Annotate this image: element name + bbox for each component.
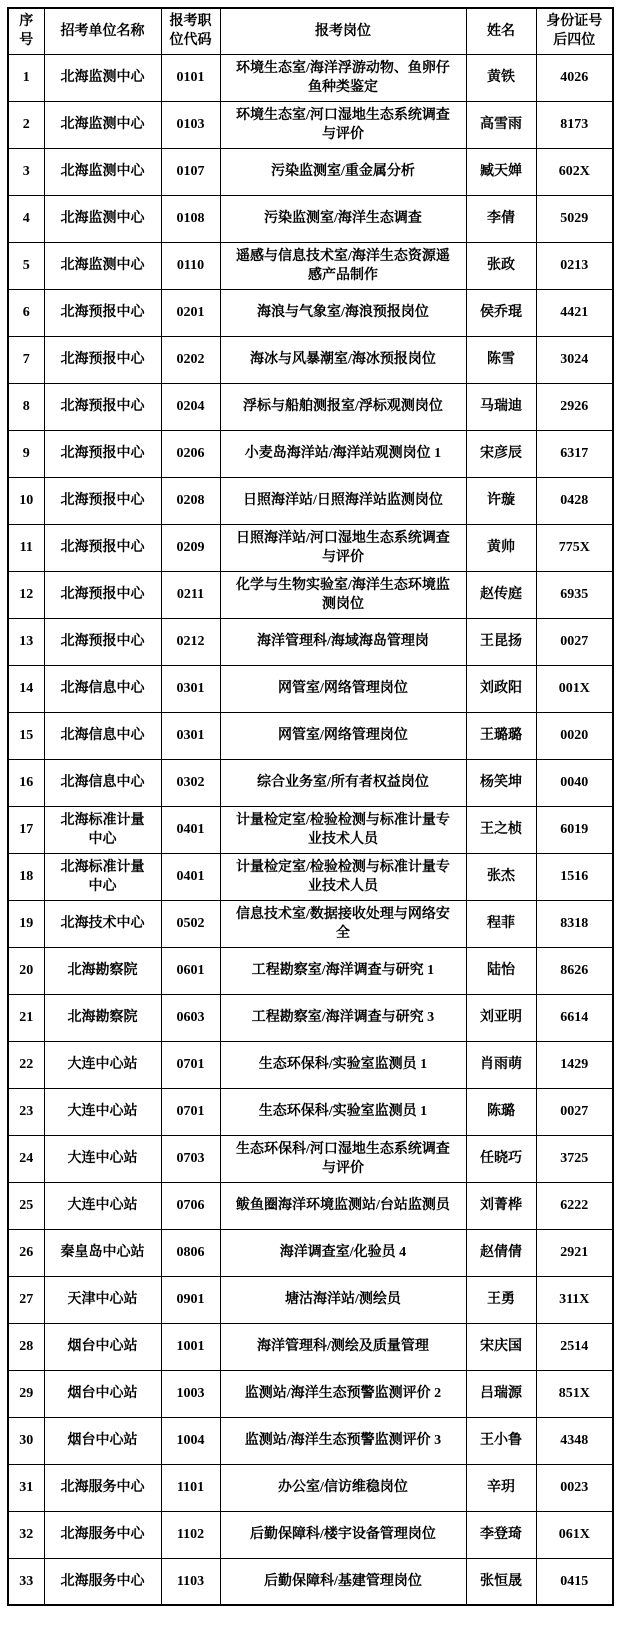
- cell-id_last4: 0027: [536, 618, 613, 665]
- table-row: [8, 1229, 613, 1276]
- table-row: [8, 1182, 613, 1229]
- cell-unit: 北海监测中心: [44, 148, 161, 195]
- cell-unit: 北海监测中心: [44, 195, 161, 242]
- cell-code: 0108: [161, 195, 220, 242]
- table-row: [8, 571, 613, 618]
- cell-index: 16: [8, 759, 44, 806]
- cell-id_last4: 0415: [536, 1558, 613, 1605]
- cell-position: 生态环保科/实验室监测员 1: [220, 1088, 466, 1135]
- cell-id_last4: 0428: [536, 477, 613, 524]
- cell-unit: 北海标准计量中心: [44, 853, 161, 900]
- table-row: [8, 101, 613, 148]
- cell-id_last4: 0020: [536, 712, 613, 759]
- cell-unit: 北海服务中心: [44, 1511, 161, 1558]
- cell-name: 赵倩倩: [466, 1229, 536, 1276]
- cell-id_last4: 3024: [536, 336, 613, 383]
- cell-name: 王小鲁: [466, 1417, 536, 1464]
- cell-unit: 北海服务中心: [44, 1558, 161, 1605]
- cell-name: 许璇: [466, 477, 536, 524]
- table-row: [8, 148, 613, 195]
- cell-unit: 北海标准计量中心: [44, 806, 161, 853]
- table-row: [8, 1464, 613, 1511]
- cell-index: 31: [8, 1464, 44, 1511]
- cell-id_last4: 0027: [536, 1088, 613, 1135]
- cell-index: 26: [8, 1229, 44, 1276]
- cell-name: 辛玥: [466, 1464, 536, 1511]
- cell-code: 0901: [161, 1276, 220, 1323]
- table-row: [8, 806, 613, 853]
- cell-position: 办公室/信访维稳岗位: [220, 1464, 466, 1511]
- cell-position: 污染监测室/重金属分析: [220, 148, 466, 195]
- table-row: [8, 1041, 613, 1088]
- cell-code: 0103: [161, 101, 220, 148]
- cell-position: 海洋管理科/测绘及质量管理: [220, 1323, 466, 1370]
- cell-name: 张杰: [466, 853, 536, 900]
- table-row: [8, 1088, 613, 1135]
- cell-name: 张恒晟: [466, 1558, 536, 1605]
- cell-code: 0208: [161, 477, 220, 524]
- cell-position: 综合业务室/所有者权益岗位: [220, 759, 466, 806]
- cell-index: 5: [8, 242, 44, 289]
- table-row: [8, 1276, 613, 1323]
- cell-name: 马瑞迪: [466, 383, 536, 430]
- cell-index: 11: [8, 524, 44, 571]
- cell-index: 30: [8, 1417, 44, 1464]
- cell-name: 陆怡: [466, 947, 536, 994]
- cell-unit: 北海预报中心: [44, 430, 161, 477]
- table-row: [8, 383, 613, 430]
- table-row: [8, 1511, 613, 1558]
- cell-index: 22: [8, 1041, 44, 1088]
- cell-unit: 北海信息中心: [44, 665, 161, 712]
- table-header-row: [8, 8, 613, 54]
- cell-index: 24: [8, 1135, 44, 1182]
- cell-id_last4: 1516: [536, 853, 613, 900]
- cell-code: 0701: [161, 1041, 220, 1088]
- column-header-position: 报考岗位: [220, 8, 466, 54]
- cell-index: 25: [8, 1182, 44, 1229]
- cell-position: 网管室/网络管理岗位: [220, 665, 466, 712]
- cell-index: 29: [8, 1370, 44, 1417]
- cell-index: 20: [8, 947, 44, 994]
- cell-unit: 北海监测中心: [44, 101, 161, 148]
- cell-unit: 北海勘察院: [44, 994, 161, 1041]
- cell-position: 工程勘察室/海洋调查与研究 3: [220, 994, 466, 1041]
- table-row: [8, 994, 613, 1041]
- cell-name: 张政: [466, 242, 536, 289]
- cell-id_last4: 0023: [536, 1464, 613, 1511]
- cell-code: 1102: [161, 1511, 220, 1558]
- cell-index: 27: [8, 1276, 44, 1323]
- cell-code: 1101: [161, 1464, 220, 1511]
- column-header-code: 报考职位代码: [161, 8, 220, 54]
- cell-index: 14: [8, 665, 44, 712]
- cell-index: 17: [8, 806, 44, 853]
- cell-code: 0401: [161, 806, 220, 853]
- cell-index: 21: [8, 994, 44, 1041]
- cell-position: 鲅鱼圈海洋环境监测站/台站监测员: [220, 1182, 466, 1229]
- cell-index: 8: [8, 383, 44, 430]
- cell-index: 4: [8, 195, 44, 242]
- cell-name: 王昆扬: [466, 618, 536, 665]
- cell-name: 李登琦: [466, 1511, 536, 1558]
- cell-position: 网管室/网络管理岗位: [220, 712, 466, 759]
- cell-id_last4: 2514: [536, 1323, 613, 1370]
- table-row: [8, 1135, 613, 1182]
- cell-code: 1003: [161, 1370, 220, 1417]
- cell-position: 环境生态室/河口湿地生态系统调查与评价: [220, 101, 466, 148]
- table-row: [8, 1323, 613, 1370]
- cell-name: 李倩: [466, 195, 536, 242]
- cell-unit: 北海预报中心: [44, 618, 161, 665]
- cell-unit: 烟台中心站: [44, 1417, 161, 1464]
- cell-code: 0211: [161, 571, 220, 618]
- cell-unit: 北海信息中心: [44, 712, 161, 759]
- cell-id_last4: 8318: [536, 900, 613, 947]
- cell-position: 工程勘察室/海洋调查与研究 1: [220, 947, 466, 994]
- cell-index: 12: [8, 571, 44, 618]
- cell-code: 0301: [161, 665, 220, 712]
- cell-index: 13: [8, 618, 44, 665]
- cell-unit: 北海监测中心: [44, 242, 161, 289]
- cell-code: 0202: [161, 336, 220, 383]
- cell-id_last4: 6935: [536, 571, 613, 618]
- cell-unit: 烟台中心站: [44, 1323, 161, 1370]
- cell-id_last4: 001X: [536, 665, 613, 712]
- cell-index: 1: [8, 54, 44, 101]
- table-row: [8, 853, 613, 900]
- cell-name: 王璐璐: [466, 712, 536, 759]
- cell-id_last4: 3725: [536, 1135, 613, 1182]
- cell-id_last4: 4026: [536, 54, 613, 101]
- cell-unit: 北海预报中心: [44, 383, 161, 430]
- cell-code: 0302: [161, 759, 220, 806]
- cell-name: 宋庆国: [466, 1323, 536, 1370]
- cell-id_last4: 311X: [536, 1276, 613, 1323]
- table-row: [8, 336, 613, 383]
- cell-unit: 大连中心站: [44, 1088, 161, 1135]
- cell-position: 后勤保障科/基建管理岗位: [220, 1558, 466, 1605]
- cell-position: 污染监测室/海洋生态调查: [220, 195, 466, 242]
- cell-unit: 烟台中心站: [44, 1370, 161, 1417]
- cell-code: 0209: [161, 524, 220, 571]
- cell-unit: 北海预报中心: [44, 524, 161, 571]
- cell-id_last4: 8626: [536, 947, 613, 994]
- cell-position: 海浪与气象室/海浪预报岗位: [220, 289, 466, 336]
- cell-name: 程菲: [466, 900, 536, 947]
- cell-name: 黄铁: [466, 54, 536, 101]
- cell-code: 0502: [161, 900, 220, 947]
- cell-position: 海洋管理科/海域海岛管理岗: [220, 618, 466, 665]
- cell-unit: 大连中心站: [44, 1135, 161, 1182]
- cell-index: 15: [8, 712, 44, 759]
- cell-id_last4: 6317: [536, 430, 613, 477]
- cell-code: 0701: [161, 1088, 220, 1135]
- cell-index: 6: [8, 289, 44, 336]
- cell-index: 9: [8, 430, 44, 477]
- cell-code: 0603: [161, 994, 220, 1041]
- cell-code: 0206: [161, 430, 220, 477]
- cell-id_last4: 602X: [536, 148, 613, 195]
- cell-position: 日照海洋站/日照海洋站监测岗位: [220, 477, 466, 524]
- column-header-unit: 招考单位名称: [44, 8, 161, 54]
- cell-id_last4: 0213: [536, 242, 613, 289]
- table-row: [8, 1558, 613, 1605]
- column-header-id_last4: 身份证号后四位: [536, 8, 613, 54]
- cell-code: 1004: [161, 1417, 220, 1464]
- cell-code: 0301: [161, 712, 220, 759]
- table-row: [8, 947, 613, 994]
- cell-name: 臧天婵: [466, 148, 536, 195]
- cell-position: 浮标与船舶测报室/浮标观测岗位: [220, 383, 466, 430]
- cell-code: 0706: [161, 1182, 220, 1229]
- cell-position: 遥感与信息技术室/海洋生态资源遥感产品制作: [220, 242, 466, 289]
- table-row: [8, 1370, 613, 1417]
- cell-id_last4: 851X: [536, 1370, 613, 1417]
- cell-position: 计量检定室/检验检测与标准计量专业技术人员: [220, 806, 466, 853]
- cell-unit: 北海监测中心: [44, 54, 161, 101]
- cell-id_last4: 0040: [536, 759, 613, 806]
- cell-unit: 大连中心站: [44, 1041, 161, 1088]
- table-row: [8, 195, 613, 242]
- cell-code: 0703: [161, 1135, 220, 1182]
- table-row: [8, 54, 613, 101]
- cell-id_last4: 5029: [536, 195, 613, 242]
- table-row: [8, 477, 613, 524]
- cell-name: 刘菁桦: [466, 1182, 536, 1229]
- cell-index: 33: [8, 1558, 44, 1605]
- cell-id_last4: 4348: [536, 1417, 613, 1464]
- cell-position: 化学与生物实验室/海洋生态环境监测岗位: [220, 571, 466, 618]
- cell-name: 刘亚明: [466, 994, 536, 1041]
- table-row: [8, 712, 613, 759]
- cell-name: 陈雪: [466, 336, 536, 383]
- table-row: [8, 524, 613, 571]
- cell-position: 小麦岛海洋站/海洋站观测岗位 1: [220, 430, 466, 477]
- cell-unit: 北海预报中心: [44, 571, 161, 618]
- cell-index: 10: [8, 477, 44, 524]
- table-row: [8, 1417, 613, 1464]
- cell-position: 生态环保科/河口湿地生态系统调查与评价: [220, 1135, 466, 1182]
- cell-position: 计量检定室/检验检测与标准计量专业技术人员: [220, 853, 466, 900]
- cell-code: 0401: [161, 853, 220, 900]
- cell-code: 0204: [161, 383, 220, 430]
- cell-position: 监测站/海洋生态预警监测评价 2: [220, 1370, 466, 1417]
- cell-code: 1001: [161, 1323, 220, 1370]
- cell-id_last4: 775X: [536, 524, 613, 571]
- cell-name: 吕瑞源: [466, 1370, 536, 1417]
- cell-index: 3: [8, 148, 44, 195]
- cell-id_last4: 2921: [536, 1229, 613, 1276]
- column-header-index: 序号: [8, 8, 44, 54]
- cell-unit: 秦皇岛中心站: [44, 1229, 161, 1276]
- cell-code: 0212: [161, 618, 220, 665]
- cell-name: 侯乔琨: [466, 289, 536, 336]
- cell-position: 环境生态室/海洋浮游动物、鱼卵仔鱼种类鉴定: [220, 54, 466, 101]
- cell-position: 生态环保科/实验室监测员 1: [220, 1041, 466, 1088]
- cell-name: 王之桢: [466, 806, 536, 853]
- cell-name: 杨笑坤: [466, 759, 536, 806]
- cell-id_last4: 4421: [536, 289, 613, 336]
- cell-unit: 北海信息中心: [44, 759, 161, 806]
- cell-code: 0806: [161, 1229, 220, 1276]
- cell-name: 宋彦辰: [466, 430, 536, 477]
- cell-code: 0107: [161, 148, 220, 195]
- cell-name: 肖雨萌: [466, 1041, 536, 1088]
- cell-id_last4: 6019: [536, 806, 613, 853]
- cell-unit: 北海勘察院: [44, 947, 161, 994]
- cell-unit: 北海预报中心: [44, 477, 161, 524]
- cell-position: 塘沽海洋站/测绘员: [220, 1276, 466, 1323]
- cell-position: 后勤保障科/楼宇设备管理岗位: [220, 1511, 466, 1558]
- table-row: [8, 759, 613, 806]
- cell-index: 7: [8, 336, 44, 383]
- table-row: [8, 430, 613, 477]
- cell-unit: 北海服务中心: [44, 1464, 161, 1511]
- cell-name: 黄帅: [466, 524, 536, 571]
- cell-id_last4: 1429: [536, 1041, 613, 1088]
- cell-code: 0201: [161, 289, 220, 336]
- column-header-name: 姓名: [466, 8, 536, 54]
- table-row: [8, 242, 613, 289]
- cell-unit: 北海技术中心: [44, 900, 161, 947]
- cell-name: 陈璐: [466, 1088, 536, 1135]
- cell-unit: 天津中心站: [44, 1276, 161, 1323]
- cell-code: 0101: [161, 54, 220, 101]
- cell-position: 日照海洋站/河口湿地生态系统调查与评价: [220, 524, 466, 571]
- cell-position: 海冰与风暴潮室/海冰预报岗位: [220, 336, 466, 383]
- table-row: [8, 618, 613, 665]
- cell-name: 高雪雨: [466, 101, 536, 148]
- table-row: [8, 900, 613, 947]
- cell-name: 赵传庭: [466, 571, 536, 618]
- cell-code: 0601: [161, 947, 220, 994]
- cell-unit: 大连中心站: [44, 1182, 161, 1229]
- cell-id_last4: 061X: [536, 1511, 613, 1558]
- cell-index: 32: [8, 1511, 44, 1558]
- table-row: [8, 289, 613, 336]
- cell-position: 信息技术室/数据接收处理与网络安全: [220, 900, 466, 947]
- cell-index: 23: [8, 1088, 44, 1135]
- cell-id_last4: 8173: [536, 101, 613, 148]
- cell-id_last4: 6614: [536, 994, 613, 1041]
- table-row: [8, 665, 613, 712]
- cell-name: 王勇: [466, 1276, 536, 1323]
- cell-position: 监测站/海洋生态预警监测评价 3: [220, 1417, 466, 1464]
- cell-unit: 北海预报中心: [44, 336, 161, 383]
- cell-index: 18: [8, 853, 44, 900]
- cell-unit: 北海预报中心: [44, 289, 161, 336]
- cell-index: 2: [8, 101, 44, 148]
- cell-index: 28: [8, 1323, 44, 1370]
- cell-name: 刘政阳: [466, 665, 536, 712]
- cell-id_last4: 6222: [536, 1182, 613, 1229]
- cell-id_last4: 2926: [536, 383, 613, 430]
- cell-code: 0110: [161, 242, 220, 289]
- cell-position: 海洋调查室/化验员 4: [220, 1229, 466, 1276]
- cell-index: 19: [8, 900, 44, 947]
- cell-code: 1103: [161, 1558, 220, 1605]
- recruitment-roster-table: [7, 7, 614, 1606]
- cell-name: 任晓巧: [466, 1135, 536, 1182]
